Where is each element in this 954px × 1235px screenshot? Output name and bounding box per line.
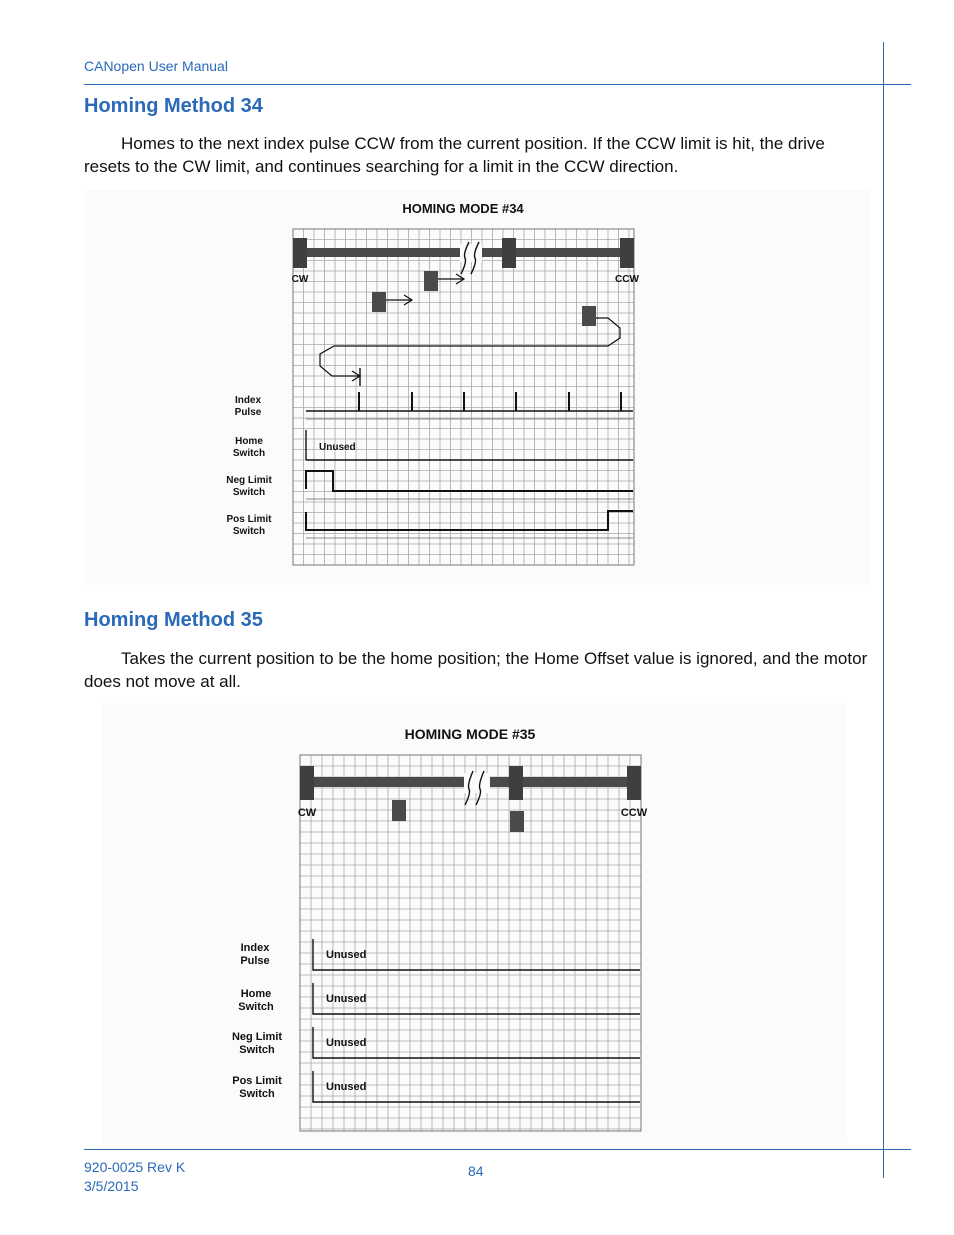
svg-text:Index: Index bbox=[240, 942, 270, 954]
svg-text:Index: Index bbox=[234, 395, 262, 406]
svg-text:Unused: Unused bbox=[319, 442, 356, 453]
cw-label: CW bbox=[291, 274, 309, 285]
ccw-limit-block bbox=[627, 766, 641, 800]
ccw-label: CCW bbox=[620, 807, 648, 819]
svg-text:Pos Limit: Pos Limit bbox=[232, 1075, 282, 1087]
svg-text:Neg Limit: Neg Limit bbox=[231, 1031, 283, 1043]
svg-text:Neg Limit: Neg Limit bbox=[226, 475, 272, 486]
svg-text:Unused: Unused bbox=[326, 949, 367, 961]
svg-text:Switch: Switch bbox=[238, 1001, 274, 1013]
document-number: 920-0025 Rev K bbox=[84, 1159, 186, 1175]
svg-text:Switch: Switch bbox=[232, 448, 266, 459]
ccw-label: CCW bbox=[615, 274, 639, 285]
cw-limit-block bbox=[300, 766, 314, 800]
section-body-35: Takes the current position to be the home position; the Home Offset value is ignored, and the motor does not move at all. bbox=[84, 649, 868, 691]
home-block bbox=[509, 766, 523, 800]
homing-mode-35-figure bbox=[102, 703, 847, 1143]
svg-text:Pos Limit: Pos Limit bbox=[226, 514, 272, 525]
position-block bbox=[510, 811, 524, 832]
ccw-limit-block bbox=[620, 238, 634, 268]
document-date: 3/5/2015 bbox=[84, 1178, 139, 1194]
section-heading-34: Homing Method 34 bbox=[84, 95, 263, 117]
figure-title: HOMING MODE #35 bbox=[404, 726, 536, 742]
motion-block bbox=[424, 271, 438, 291]
svg-text:Unused: Unused bbox=[326, 1081, 367, 1093]
cw-limit-block bbox=[293, 238, 307, 268]
svg-text:Switch: Switch bbox=[239, 1044, 275, 1056]
running-header: CANopen User Manual bbox=[84, 58, 228, 74]
svg-text:Pulse: Pulse bbox=[234, 407, 262, 418]
svg-text:Unused: Unused bbox=[326, 1037, 367, 1049]
svg-text:Switch: Switch bbox=[232, 487, 266, 498]
svg-text:Pulse: Pulse bbox=[240, 955, 270, 967]
svg-text:Switch: Switch bbox=[239, 1088, 275, 1100]
svg-text:Unused: Unused bbox=[326, 993, 367, 1005]
svg-text:Home: Home bbox=[240, 988, 272, 1000]
section-heading-35: Homing Method 35 bbox=[84, 609, 263, 631]
position-block bbox=[392, 800, 406, 821]
header-rule bbox=[84, 84, 911, 85]
footer-rule bbox=[84, 1149, 911, 1150]
figure-title: HOMING MODE #34 bbox=[402, 201, 524, 216]
motion-block bbox=[372, 292, 386, 312]
margin-rule bbox=[883, 42, 884, 1178]
svg-text:Home: Home bbox=[235, 436, 263, 447]
home-block bbox=[502, 238, 516, 268]
motion-block bbox=[582, 306, 596, 326]
svg-text:Switch: Switch bbox=[232, 526, 266, 537]
page-number: 84 bbox=[468, 1163, 484, 1179]
section-body-34: Homes to the next index pulse CCW from the current position. If the CCW limit is hit, the drive resets to the CW limit, and continues searching for a limit in the CCW direction. bbox=[84, 134, 825, 176]
cw-label: CW bbox=[297, 807, 317, 819]
homing-mode-34-figure bbox=[84, 190, 869, 585]
